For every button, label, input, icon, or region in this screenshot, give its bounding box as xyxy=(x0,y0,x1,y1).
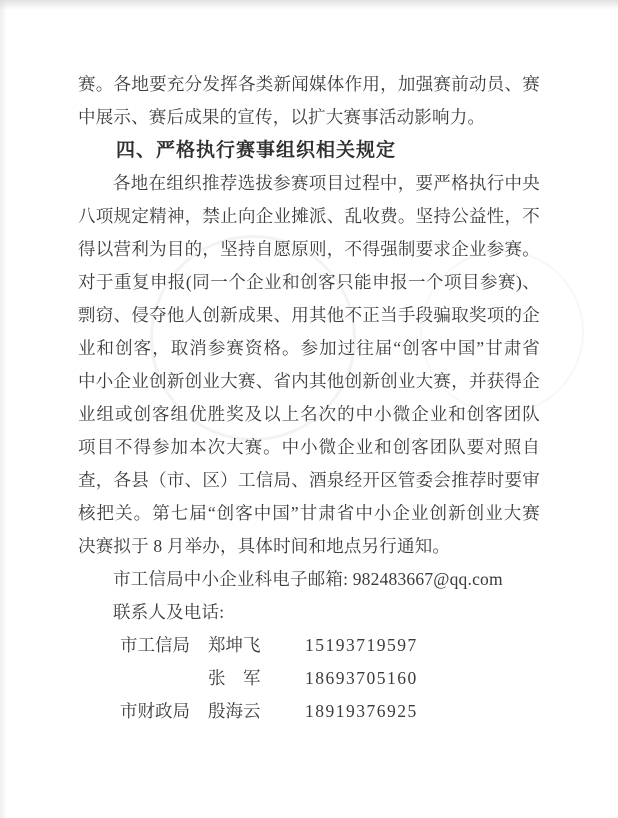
paragraph-line: 各地在组织推荐选拔参赛项目过程中，要严格执行中央 xyxy=(113,173,540,193)
contact-phone: 18693705160 xyxy=(305,668,418,688)
paragraph-line: 剽窃、侵夺他人创新成果、用其他不正当手段骗取奖项的企 xyxy=(78,305,540,325)
paragraph-line: 决赛拟于 8 月举办，具体时间和地点另行通知。 xyxy=(78,536,451,556)
contact-dept: 市工信局 xyxy=(120,635,190,655)
paragraph-line: 得以营利为目的，坚持自愿原则，不得强制要求企业参赛。 xyxy=(78,239,540,259)
paragraph-line: 查，各县（市、区）工信局、酒泉经开区管委会推荐时要审 xyxy=(78,470,540,490)
paragraph-line: 业组或创客组优胜奖及以上名次的中小微企业和创客团队 xyxy=(78,404,540,424)
contact-name: 郑坤飞 xyxy=(208,635,261,655)
email-line: 市工信局中小企业科电子邮箱: 982483667@qq.com xyxy=(113,569,503,589)
contact-phone: 18919376925 xyxy=(305,701,418,721)
scan-edge-shadow-top xyxy=(0,0,618,10)
paragraph-line: 中小企业创新创业大赛、省内其他创新创业大赛，并获得企 xyxy=(78,371,540,391)
contact-row xyxy=(78,629,540,662)
scan-edge-shadow-left xyxy=(0,0,7,818)
contact-dept xyxy=(120,662,208,695)
contact-dept: 市财政局 xyxy=(120,701,190,721)
paragraph-line: 赛。各地要充分发挥各类新闻媒体作用，加强赛前动员、赛 xyxy=(78,74,540,94)
contact-phone: 15193719597 xyxy=(305,635,418,655)
paragraph-line: 核把关。第七届“创客中国”甘肃省中小企业创新创业大赛 xyxy=(78,503,540,523)
section-heading: 四、严格执行赛事组织相关规定 xyxy=(116,140,397,161)
paragraph-line: 业和创客，取消参赛资格。参加过往届“创客中国”甘肃省 xyxy=(78,338,540,358)
paragraph-line: 中展示、赛后成果的宣传，以扩大赛事活动影响力。 xyxy=(78,107,486,127)
contact-row xyxy=(78,662,540,695)
contact-name: 张 军 xyxy=(208,668,261,688)
paragraph-line: 项目不得参加本次大赛。中小微企业和创客团队要对照自 xyxy=(78,437,540,457)
paragraph-line: 八项规定精神，禁止向企业摊派、乱收费。坚持公益性，不 xyxy=(78,206,540,226)
paragraph-line: 对于重复申报(同一个企业和创客只能申报一个项目参赛)、 xyxy=(78,272,540,292)
contact-row xyxy=(78,695,540,728)
contacts-label: 联系人及电话: xyxy=(113,602,225,622)
document-body xyxy=(78,68,540,728)
contact-name: 殷海云 xyxy=(208,701,261,721)
